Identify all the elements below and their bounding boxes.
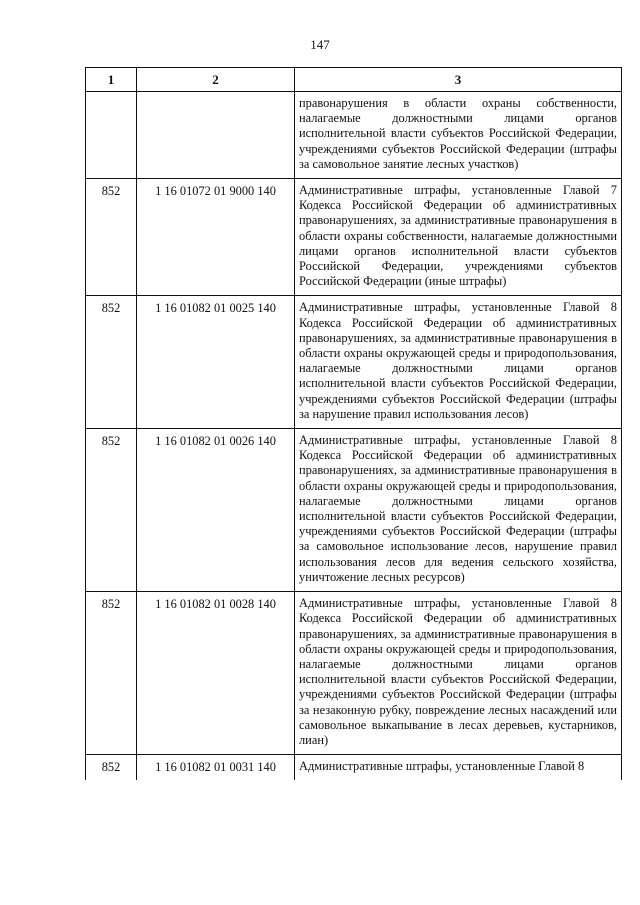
kbk-code-cell: 1 16 01082 01 0025 140 [137, 296, 295, 429]
kbk-code-cell [137, 92, 295, 179]
table-row [86, 592, 622, 755]
column-header-1: 1 [86, 68, 137, 92]
table-row [86, 179, 622, 296]
admin-code-cell: 852 [86, 429, 137, 592]
admin-code-cell: 852 [86, 179, 137, 296]
table-row [86, 755, 622, 781]
kbk-code-cell: 1 16 01072 01 9000 140 [137, 179, 295, 296]
kbk-code-cell: 1 16 01082 01 0028 140 [137, 592, 295, 755]
admin-code-cell: 852 [86, 755, 137, 781]
column-header-3: 3 [295, 68, 622, 92]
kbk-code-cell: 1 16 01082 01 0031 140 [137, 755, 295, 781]
description-cell: Административные штрафы, установленные Главой 7 Кодекса Российской Федерации об административных правонарушениях, за административные правонарушения в области охраны собственности, налагаемые должностными лицами органов исполнительной власти субъектов Российской Федерации, учреждениями субъектов Российской Федерации (иные штрафы) [295, 179, 622, 296]
admin-code-cell [86, 92, 137, 179]
table-row [86, 296, 622, 429]
description-cell: правонарушения в области охраны собственности, налагаемые должностными лицами органов исполнительной власти субъектов Российской Федерации, учреждениями субъектов Российской Федерации (штрафы за самовольное занятие лесных участков) [295, 92, 622, 179]
table-header-row [86, 68, 622, 92]
table-row [86, 92, 622, 179]
admin-code-cell: 852 [86, 296, 137, 429]
page-number: 147 [310, 37, 330, 52]
table-row [86, 429, 622, 592]
description-cell: Административные штрафы, установленные Главой 8 Кодекса Российской Федерации об административных правонарушениях, за административные правонарушения в области охраны окружающей среды и природопользования, налагаемые должностными лицами органов исполнительной власти субъектов Российской Федерации, учреждениями субъектов Российской Федерации (штрафы за самовольное использование лесов, нарушение правил использования лесов для ведения сельского хозяйства, уничтожение лесных ресурсов) [295, 429, 622, 592]
description-cell: Административные штрафы, установленные Главой 8 [295, 755, 622, 781]
description-cell: Административные штрафы, установленные Главой 8 Кодекса Российской Федерации об административных правонарушениях, за административные правонарушения в области охраны окружающей среды и природопользования, налагаемые должностными лицами органов исполнительной власти субъектов Российской Федерации, учреждениями субъектов Российской Федерации (штрафы за незаконную рубку, повреждение лесных насаждений или самовольное выкапывание в лесах деревьев, кустарников, лиан) [295, 592, 622, 755]
column-header-2: 2 [137, 68, 295, 92]
admin-code-cell: 852 [86, 592, 137, 755]
description-cell: Административные штрафы, установленные Главой 8 Кодекса Российской Федерации об административных правонарушениях, за административные правонарушения в области охраны окружающей среды и природопользования, налагаемые должностными лицами органов исполнительной власти субъектов Российской Федерации, учреждениями субъектов Российской Федерации (штрафы за нарушение правил использования лесов) [295, 296, 622, 429]
budget-classification-table [85, 67, 622, 780]
kbk-code-cell: 1 16 01082 01 0026 140 [137, 429, 295, 592]
